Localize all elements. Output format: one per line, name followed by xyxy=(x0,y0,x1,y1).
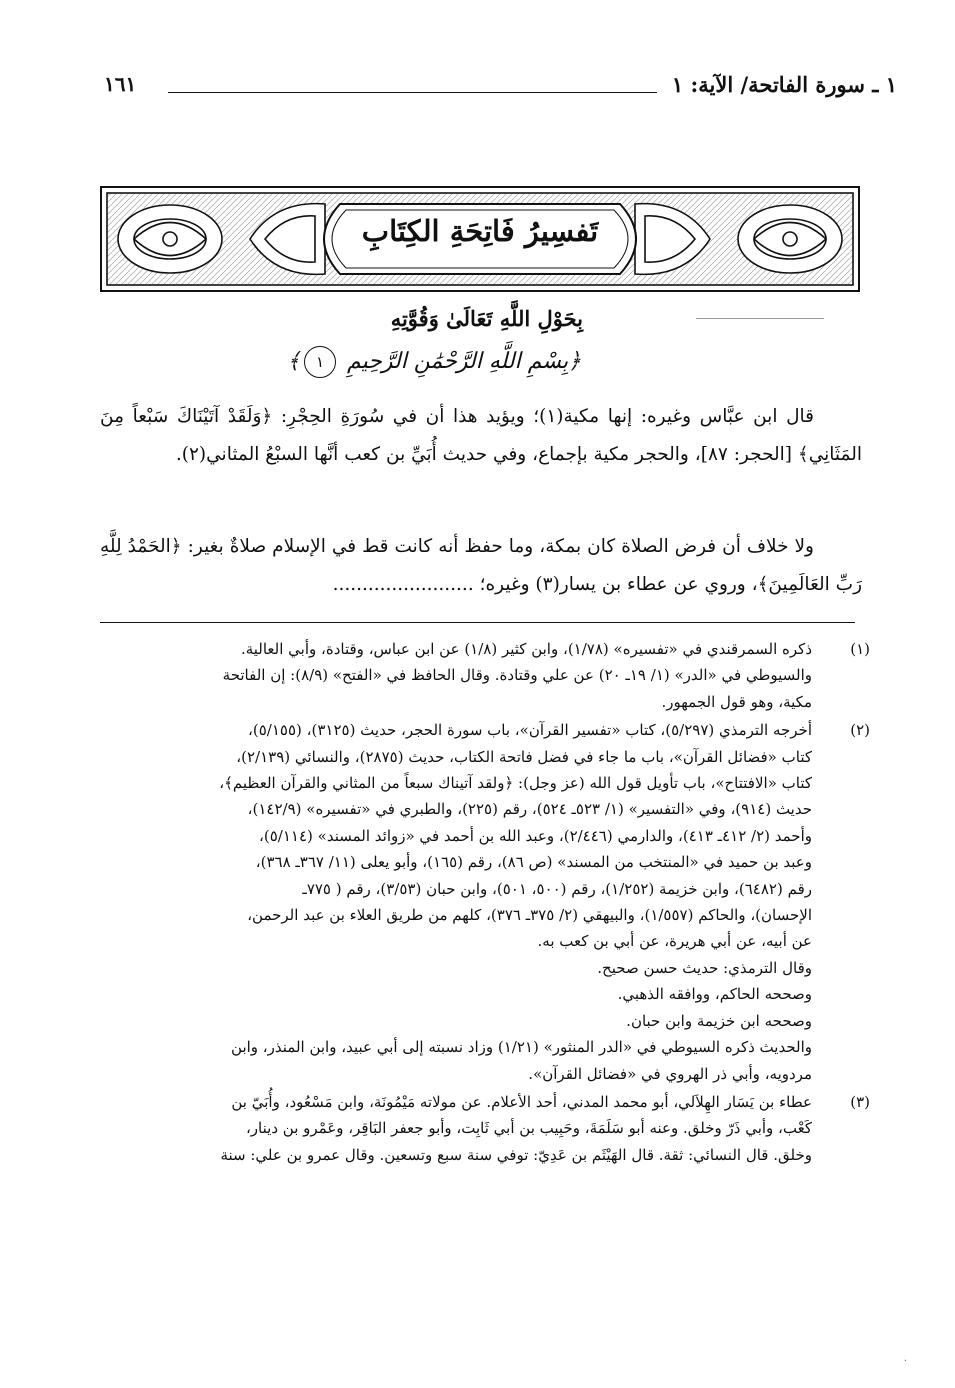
footnote-line: وعبد بن حميد في «المنتخب من المسند» (ص ٨٦)، رقم (١٦٥)، وأبو يعلى (١١/ ٣٦٧ـ ٣٦٨)، xyxy=(255,853,812,872)
footnote-line: وقال الترمذي: حديث حسن صحيح. xyxy=(597,958,812,977)
footnote-line: مكية، وهو قول الجمهور. xyxy=(661,692,812,711)
footnote-line: والسيوطي في «الدر» (١/ ١٩ـ ٢٠) عن علي وقتادة. وقال الحافظ في «الفتح» (٨/٩): إن الفاتحة xyxy=(222,666,812,685)
footnote-number: (٣) xyxy=(850,1092,870,1111)
body-paragraph-1-text: قال ابن عبَّاس وغيره: إنها مكية(١)؛ ويؤيد هذا أن في سُورَةِ الحِجْرِ: ﴿وَلَقَدْ آتَيْنَاكَ سَبْعاً مِنَ المَثَانِي﴾ [الحجر: ٨٧]، والحجر مكية بإجماع، وفي حديث أُبَيِّ بن كعب أنَّها السبْعُ المثاني(٢). xyxy=(100,406,862,465)
footnote-line: الإحسان)، والحاكم (١/٥٥٧)، والبيهقي (٢/ ٣٧٥ـ ٣٧٦)، كلهم من طريق العلاء بن عبد الرحمن، xyxy=(247,906,812,925)
footnote-line: كتاب «الافتتاح»، باب تأويل قول الله (عز وجل): ﴿ولقد آتيناك سبعاً من المثاني والقرآن العظيم﴾، xyxy=(219,774,812,793)
footnote-line: والحديث ذكره السيوطي في «الدر المنثور» (١/٢١) وزاد نسبته إلى أبي عبيد، وابن المنذر، وابن xyxy=(231,1038,812,1057)
footnote-line: حديث (٩١٤)، وفي «التفسير» (١/ ٥٢٣ـ ٥٢٤)، رقم (٢٢٥)، والطبري في «تفسيره» (١٤٢/٩)، xyxy=(247,800,812,819)
footnote-line: وخلق. قال النسائي: ثقة. قال الهَيْثَم بن عَدِيّ: توفي سنة سبع وتسعين. وقال عمرو بن علي: سنة xyxy=(220,1145,812,1164)
footnote-line: عن أبيه، عن أبي هريرة، عن أبي بن كعب به. xyxy=(537,932,812,951)
footnotes xyxy=(100,636,870,1170)
corner-dot: · xyxy=(903,1356,907,1367)
page-number: ١٦١ xyxy=(104,72,137,96)
footnote-line: كَعْب، وأبي ذَرّ وخلق. وعنه أبو سَلَمَةَ، وحَبِيب بن أبي ثَابِت، وأبو جعفر البَاقِر، وعَمْرو بن دينار، xyxy=(245,1119,812,1138)
footnote-2 xyxy=(100,717,870,1087)
body-paragraph-1 xyxy=(100,398,862,474)
footnote-line: عطاء بن يَسَار الهِلاَلي، أبو محمد المدني، أحد الأعلام. عن مولاته مَيْمُونَة، وابن مَسْعُود، وأُبَيّ بن xyxy=(231,1092,812,1111)
chapter-title: تَفسِيرُ فَاتِحَةِ الكِتَابِ xyxy=(361,214,599,248)
footnote-line: رقم (٦٤٨٢)، وابن خزيمة (١/٢٥٢)، رقم (٥٠٠، ٥٠١)، وابن حبان (٣/٥٣)، رقم ( ٧٧٥ـ xyxy=(302,879,812,898)
decorative-line xyxy=(696,318,824,319)
invocation-line: بِحَوْلِ اللَّهِ تَعَالَىٰ وَقُوَّتِهِ xyxy=(390,306,583,331)
body-paragraph-2 xyxy=(100,528,862,604)
footnote-separator xyxy=(100,622,855,623)
footnote-line: وأحمد (٢/ ٤١٢ـ ٤١٣)، والدارمي (٢/٤٤٦)، وعبد الله بن أحمد في «زوائد المسند» (٥/١١٤)، xyxy=(259,826,812,845)
footnote-line: أخرجه الترمذي (٥/٢٩٧)، كتاب «تفسير القرآن»، باب سورة الحجر، حديث (٣١٢٥)، (٥/١٥٥)، xyxy=(248,721,812,740)
header-rule xyxy=(168,92,657,93)
footnote-number: (١) xyxy=(850,640,870,658)
footnote-line: مردويه، وأبي ذر الهروي في «فضائل القرآن». xyxy=(528,1064,812,1083)
footnote-3 xyxy=(100,1089,870,1168)
running-header-chapter: ١ ـ سورة الفاتحة/ الآية: ١ xyxy=(671,72,897,97)
basmala-text: ﴿بِسْمِ اللَّهِ الرَّحْمَٰنِ الرَّحِيمِ xyxy=(346,349,581,374)
basmala-close-bracket: ﴾ xyxy=(287,349,300,374)
basmala-verse xyxy=(100,346,581,378)
verse-number-marker: ١ xyxy=(304,346,336,378)
footnote-line: كتاب «فضائل القرآن»، باب ما جاء في فضل فاتحة الكتاب، حديث (٢٨٧٥)، والنسائي (٢/١٣٩)، xyxy=(236,747,812,766)
body-paragraph-2-text: ولا خلاف أن فرض الصلاة كان بمكة، وما حفظ أنه كانت قط في الإسلام صلاةٌ بغير: ﴿الحَمْدُ لِلَّهِ رَبِّ العَالَمِينَ﴾، وروي عن عطاء بن يسار(٣) وغيره؛ ........................ xyxy=(100,536,862,595)
footnote-line: وصححه الحاكم، ووافقه الذهبي. xyxy=(617,985,812,1004)
footnote-line: وصححه ابن خزيمة وابن حبان. xyxy=(626,1011,812,1030)
footnote-line: ذكره السمرقندي في «تفسيره» (١/٧٨)، وابن كثير (١/٨) عن ابن عباس، وقتادة، وأبي العالية. xyxy=(240,640,812,658)
footnote-number: (٢) xyxy=(850,721,870,740)
footnote-1 xyxy=(100,636,870,715)
